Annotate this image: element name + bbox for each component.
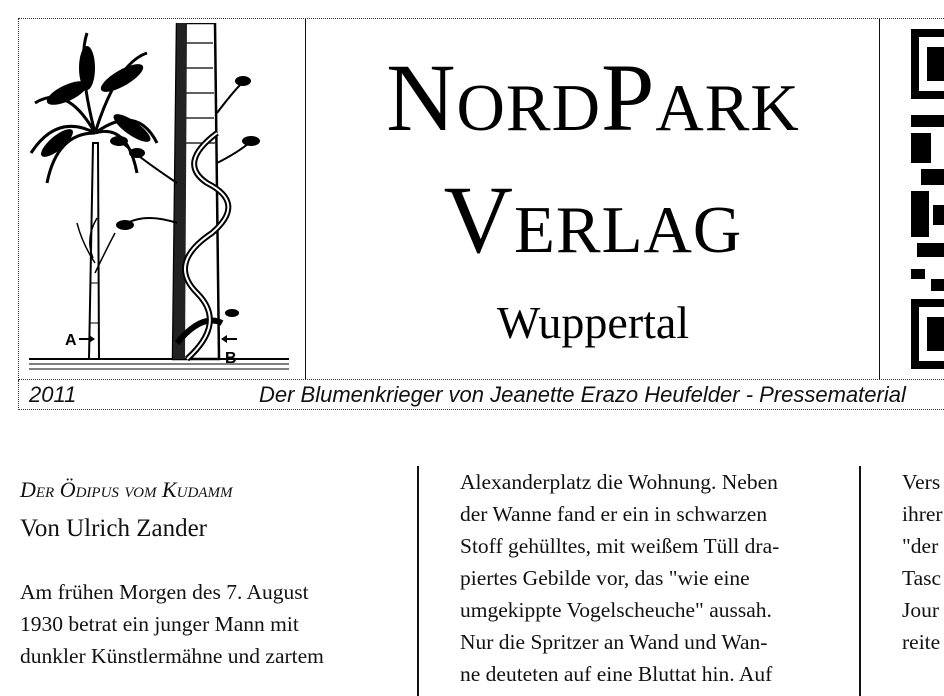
publisher-name-line2: Verlag — [443, 166, 743, 273]
text-line: dunkler Künstlermähne und zartem — [20, 644, 324, 668]
palm-and-vine-tree-illustration — [27, 23, 297, 375]
publication-year: 2011 — [29, 382, 77, 407]
masthead — [18, 18, 944, 380]
text-line: piertes Gebilde vor, das "wie eine — [460, 566, 750, 590]
svg-text:B: B — [225, 350, 237, 367]
article-column-3 — [902, 466, 944, 658]
text-line: Jour — [902, 598, 940, 622]
qr-code-icon — [911, 29, 944, 369]
article-author: Von Ulrich Zander — [20, 515, 207, 542]
text-line: ihrer — [902, 502, 943, 526]
masthead-info-bar — [18, 380, 944, 410]
document-description: Der Blumenkrieger von Jeanette Erazo Heufelder - Pressematerial — [259, 382, 906, 407]
text-line: Tasc — [902, 566, 942, 590]
text-line: Vers — [902, 470, 941, 494]
article-column-2 — [460, 466, 840, 690]
text-line: ne deuteten auf eine Bluttat hin. Auf — [460, 662, 773, 686]
svg-text:A: A — [65, 332, 77, 349]
article-kicker: Der Ödipus vom Kudamm — [20, 477, 233, 502]
text-line: 1930 betrat ein junger Mann mit — [20, 612, 299, 636]
article-column-1 — [20, 466, 400, 672]
text-line: der Wanne fand er ein in schwarzen — [460, 502, 768, 526]
column-divider — [859, 466, 861, 696]
publisher-city: Wuppertal — [496, 297, 690, 348]
text-line: Alexanderplatz die Wohnung. Neben — [460, 470, 778, 494]
publisher-name-line1: NordPark — [386, 44, 800, 151]
text-line: "der — [902, 534, 939, 558]
text-line: Stoff gehülltes, mit weißem Tüll dra- — [460, 534, 780, 558]
text-line: umgekippte Vogelscheuche" aussah. — [460, 598, 772, 622]
article-paragraph — [20, 576, 400, 672]
text-line: Am frühen Morgen des 7. August — [20, 580, 309, 604]
qr-code — [881, 19, 944, 379]
masthead-illustration — [19, 19, 306, 379]
text-line: Nur die Spritzer an Wand und Wan- — [460, 630, 768, 654]
text-line: reite — [902, 630, 941, 654]
column-divider — [417, 466, 419, 696]
masthead-title-block — [307, 19, 880, 379]
